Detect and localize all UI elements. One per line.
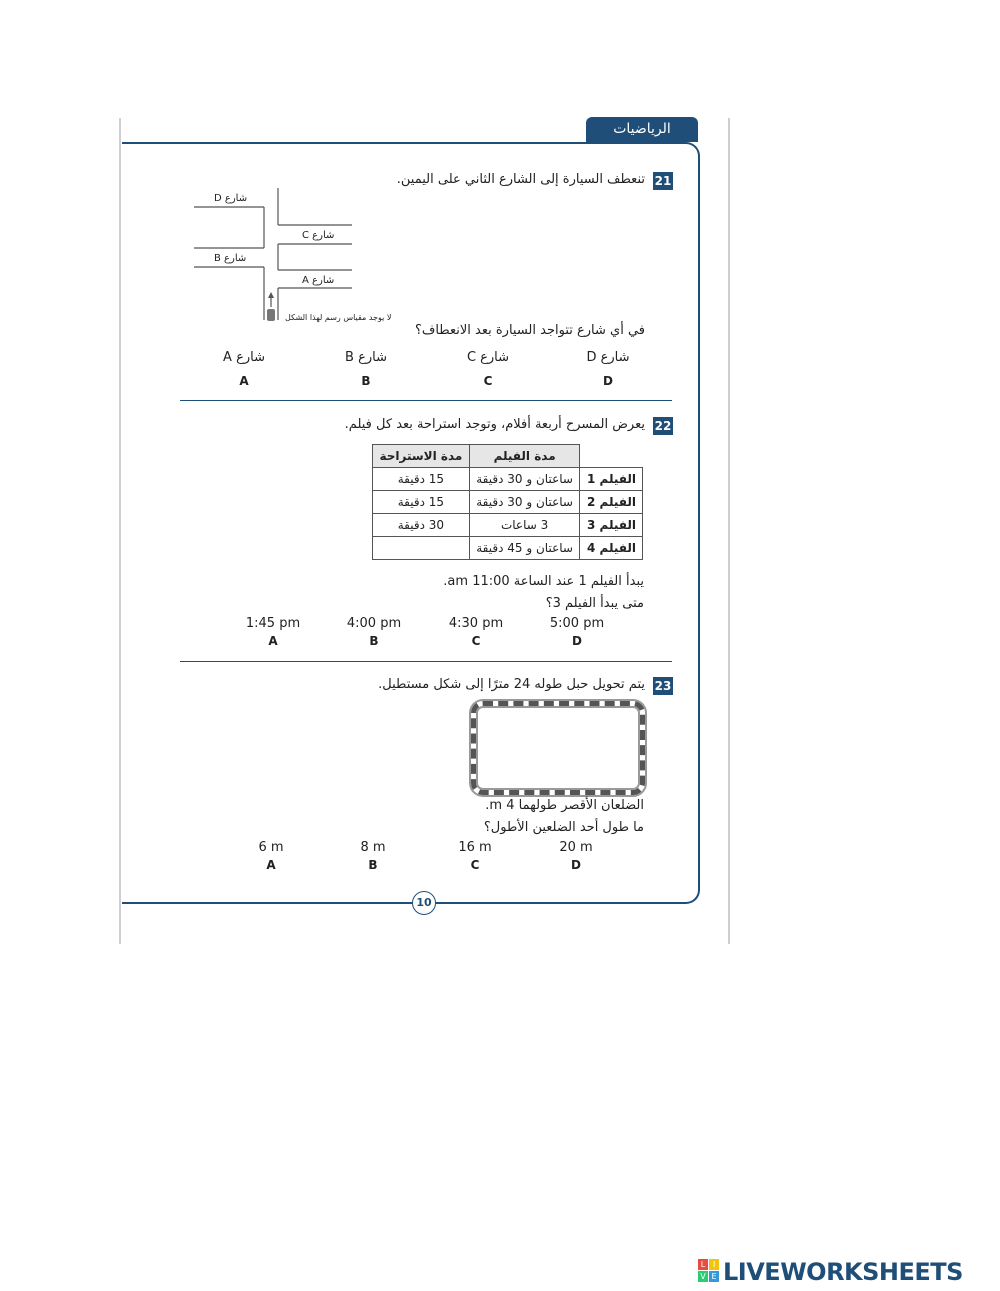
option-d-value: شارع D [586, 350, 630, 365]
option-b-letter[interactable]: B [368, 858, 378, 872]
option-d-letter[interactable]: D [571, 858, 581, 872]
info-line: يبدأ الفيلم 1 عند الساعة 11:00 am. [443, 574, 644, 589]
page-number: 10 [416, 896, 432, 909]
option-a-letter[interactable]: A [268, 634, 278, 648]
table-row [373, 468, 643, 491]
brand-logo [698, 1257, 994, 1287]
question-number: 23 [654, 679, 672, 693]
question-text: يعرض المسرح أربعة أفلام، وتوجد استراحة بعد كل فيلم. [344, 417, 645, 432]
break-duration: 15 دقيقة [373, 468, 470, 491]
page-right-border [728, 118, 730, 944]
option-d-value: 20 m [559, 840, 593, 855]
option-c-value: 16 m [458, 840, 492, 855]
row-title: الفيلم 4 [580, 537, 643, 560]
break-duration: 15 دقيقة [373, 491, 470, 514]
movies-table [372, 444, 643, 560]
option-b-letter[interactable]: B [361, 374, 371, 388]
option-a-value: شارع A [223, 350, 265, 365]
film-duration: ساعتان و 45 دقيقة [469, 537, 580, 560]
badge-cell: I [709, 1259, 719, 1270]
subject-title: الرياضيات [613, 121, 671, 137]
option-c-value: شارع C [466, 350, 510, 365]
break-duration [373, 537, 470, 560]
option-d-letter[interactable]: D [603, 374, 613, 388]
option-d-value: 5:00 pm [549, 616, 605, 631]
badge-cell: L [698, 1259, 708, 1270]
option-a-value: 6 m [258, 840, 284, 855]
question-prompt: في أي شارع تتواجد السيارة بعد الانعطاف؟ [414, 323, 645, 338]
option-d-letter[interactable]: D [572, 634, 582, 648]
badge-cell: E [709, 1271, 719, 1282]
table-row [373, 514, 643, 537]
street-label-a: شارع A [302, 275, 335, 286]
street-label-c: شارع C [302, 230, 335, 241]
table-corner [580, 445, 643, 468]
option-b-value: 8 m [360, 840, 386, 855]
badge-cell: V [698, 1271, 708, 1282]
table-header: مدة الاستراحة [373, 445, 470, 468]
section-divider [180, 661, 672, 662]
rope-rectangle [471, 701, 645, 795]
option-b-letter[interactable]: B [369, 634, 379, 648]
option-b-value: 4:00 pm [346, 616, 402, 631]
question-number: 22 [654, 419, 672, 433]
question-prompt: متى يبدأ الفيلم 3؟ [545, 596, 644, 611]
question-text: تنعطف السيارة إلى الشارع الثاني على اليمين. [396, 172, 645, 187]
option-c-letter[interactable]: C [470, 858, 480, 872]
option-c-letter[interactable]: C [471, 634, 481, 648]
table-row [373, 491, 643, 514]
subject-tab [586, 117, 698, 142]
break-duration: 30 دقيقة [373, 514, 470, 537]
row-title: الفيلم 3 [580, 514, 643, 537]
film-duration: ساعتان و 30 دقيقة [469, 491, 580, 514]
page-left-border [119, 118, 121, 944]
info-line: الضلعان الأقصر طولهما 4 m. [485, 798, 644, 813]
table-header: مدة الفيلم [469, 445, 580, 468]
question-prompt: ما طول أحد الضلعين الأطول؟ [483, 820, 644, 835]
option-b-value: شارع B [345, 350, 387, 365]
option-c-letter[interactable]: C [483, 374, 493, 388]
section-divider [180, 400, 672, 401]
brand-badge-icon [698, 1259, 720, 1283]
option-a-value: 1:45 pm [245, 616, 301, 631]
question-text: يتم تحويل حبل طوله 24 مترًا إلى شكل مستطيل. [378, 677, 645, 692]
option-a-letter[interactable]: A [266, 858, 276, 872]
table-row [373, 537, 643, 560]
row-title: الفيلم 1 [580, 468, 643, 491]
question-number: 21 [654, 174, 672, 188]
option-c-value: 4:30 pm [448, 616, 504, 631]
map-note: لا يوجد مقياس رسم لهذا الشكل [285, 313, 392, 322]
option-a-letter[interactable]: A [239, 374, 249, 388]
film-duration: ساعتان و 30 دقيقة [469, 468, 580, 491]
page-number-badge [412, 891, 436, 915]
street-label-b: شارع B [214, 253, 247, 264]
street-label-d: شارع D [214, 193, 248, 204]
brand-name: LIVEWORKSHEETS [723, 1258, 963, 1286]
row-title: الفيلم 2 [580, 491, 643, 514]
film-duration: 3 ساعات [469, 514, 580, 537]
